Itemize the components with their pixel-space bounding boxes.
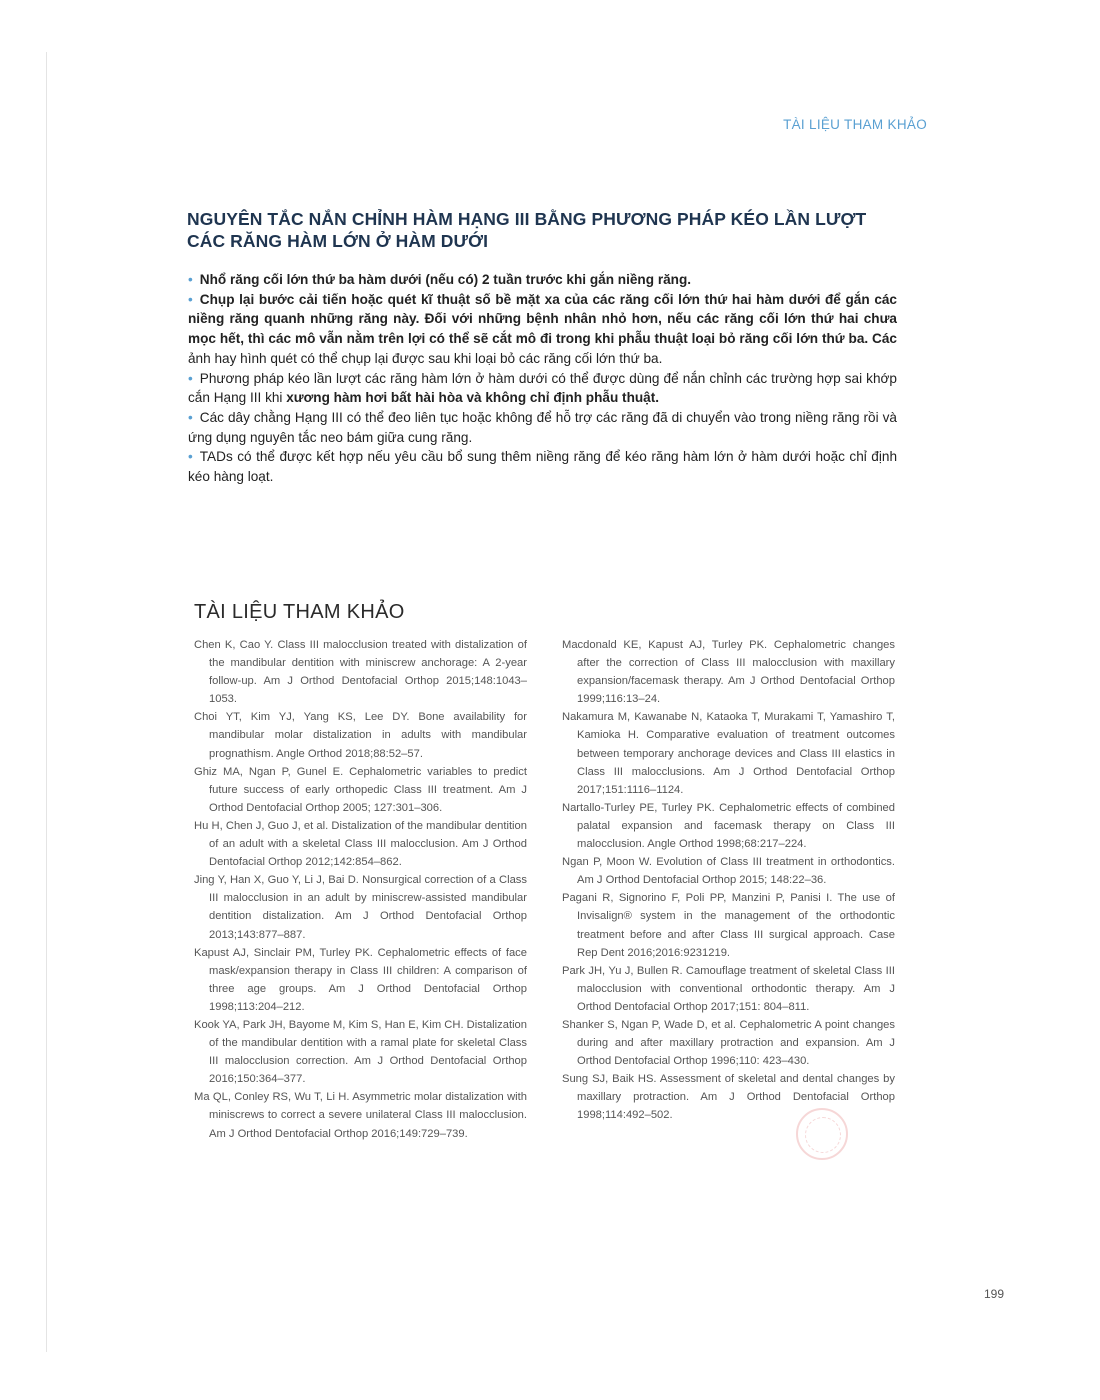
reference-item: Pagani R, Signorino F, Poli PP, Manzini P, Panisi I. The use of Invisalign® system in the management of the orthodontic treatment before and after Class III surgical approach. Case Rep Dent 2016;2016:9231219. bbox=[562, 892, 895, 959]
principle-item bbox=[188, 447, 897, 486]
reference-item: Ngan P, Moon W. Evolution of Class III treatment in orthodontics. Am J Orthod Dentofacial Orthop 2015; 148:22–36. bbox=[562, 856, 895, 887]
section-title-line-1: NGUYÊN TẮC NẮN CHỈNH HÀM HẠNG III BẰNG PHƯƠNG PHÁP KÉO LẦN LƯỢT bbox=[187, 209, 867, 229]
references-right-column bbox=[562, 636, 895, 1125]
principles-list bbox=[188, 270, 897, 487]
page-margin-rule bbox=[46, 52, 47, 1352]
principle-item bbox=[188, 290, 897, 369]
reference-item: Chen K, Cao Y. Class III malocclusion treated with distalization of the mandibular dentition with miniscrew anchorage: A 2-year follow-up. Am J Orthod Dentofacial Orthop 2015;148:1043–1053. bbox=[194, 639, 527, 706]
bullet-icon: • bbox=[188, 272, 193, 287]
principle-item bbox=[188, 369, 897, 408]
principle-text: ảnh hay hình quét có thể chụp lại được sau khi loại bỏ các răng cối lớn thứ ba. bbox=[188, 350, 663, 366]
principle-text: Các dây chằng Hạng III có thể đeo liên tục hoặc không để hỗ trợ các răng đã di chuyển vào trong niềng răng rồi và ứng dụng nguyên tắc neo bám giữa cung răng. bbox=[188, 409, 897, 445]
page-number: 199 bbox=[983, 1287, 1004, 1301]
reference-item: Nakamura M, Kawanabe N, Kataoka T, Murakami T, Yamashiro T, Kamioka H. Comparative evaluation of treatment outcomes between temporary anchorage devices and Class III elastics in Class III malocclusions. Am J Orthod Dentofacial Orthop 2017;151:1116–1124. bbox=[562, 711, 895, 796]
running-header: TÀI LIỆU THAM KHẢO bbox=[783, 117, 927, 132]
principle-text-bold: Nhổ răng cối lớn thứ ba hàm dưới (nếu có) 2 tuần trước khi gắn niềng răng. bbox=[199, 272, 692, 287]
bullet-icon: • bbox=[188, 291, 193, 307]
principle-text-bold: xương hàm hơi bất hài hòa và không chỉ định phẫu thuật. bbox=[286, 390, 660, 406]
bullet-icon: • bbox=[188, 370, 193, 386]
section-title bbox=[187, 208, 907, 252]
principle-text-bold: Chụp lại bước cải tiến hoặc quét kĩ thuật số bề mặt xa của các răng cối lớn thứ hai hàm dưới để gắn các niềng răng quanh những răng này. Đối với những bệnh nhân nhỏ hơn, nếu các răng cối lớn thứ hai chưa mọc hết, thì các mô vẫn nằm trên lợi có thể sẽ cắt mô đi trong khi phẫu thuật loại bỏ răng cối lớn thứ ba. Các bbox=[188, 291, 897, 347]
principle-text: Phương pháp kéo lần lượt các răng hàm lớn ở hàm dưới có thể được dùng để nắn chỉnh các trường hợp sai khớp cắn Hạng III khi bbox=[188, 370, 897, 406]
reference-item: Sung SJ, Baik HS. Assessment of skeletal and dental changes by maxillary protraction. Am J Orthod Dentofacial Orthop 1998;114:492–502. bbox=[562, 1073, 895, 1122]
references-title: TÀI LIỆU THAM KHẢO bbox=[194, 601, 405, 623]
reference-item: Park JH, Yu J, Bullen R. Camouflage treatment of skeletal Class III malocclusion with conventional orthodontic therapy. Am J Orthod Dentofacial Orthop 2017;151: 804–811. bbox=[562, 964, 895, 1013]
faint-stamp-icon bbox=[796, 1108, 848, 1160]
principle-item bbox=[188, 270, 897, 290]
section-title-line-2: CÁC RĂNG HÀM LỚN Ở HÀM DƯỚI bbox=[187, 231, 489, 251]
principle-item bbox=[188, 408, 897, 447]
reference-item: Shanker S, Ngan P, Wade D, et al. Cephalometric A point changes during and after maxillary protraction and expansion. Am J Orthod Dentofacial Orthop 1996;110: 423–430. bbox=[562, 1018, 895, 1068]
reference-item: Kapust AJ, Sinclair PM, Turley PK. Cephalometric effects of face mask/expansion therapy in Class III children: A comparison of three age groups. Am J Orthod Dentofacial Orthop 1998;113:204–212. bbox=[194, 946, 527, 1013]
references-left-column bbox=[194, 636, 527, 1143]
principle-text: TADs có thể được kết hợp nếu yêu cầu bổ sung thêm niềng răng để kéo răng hàm lớn ở hàm dưới hoặc chỉ định kéo hàng loạt. bbox=[188, 449, 897, 485]
reference-item: Hu H, Chen J, Guo J, et al. Distalization of the mandibular dentition of an adult with a skeletal Class III malocclusion. Am J Orthod Dentofacial Orthop 2012;142:854–862. bbox=[194, 819, 527, 869]
reference-item: Kook YA, Park JH, Bayome M, Kim S, Han E, Kim CH. Distalization of the mandibular dentition with a ramal plate for skeletal Class III malocclusion correction. Am J Orthod Dentofacial Orthop 2016;150:364–377. bbox=[194, 1018, 527, 1086]
reference-item: Ma QL, Conley RS, Wu T, Li H. Asymmetric molar distalization with miniscrews to correct a severe unilateral Class III malocclusion. Am J Orthod Dentofacial Orthop 2016;149:729–739. bbox=[194, 1091, 527, 1140]
reference-item: Nartallo-Turley PE, Turley PK. Cephalometric effects of combined palatal expansion and facemask therapy on Class III malocclusion. Angle Orthod 1998;68:217–224. bbox=[562, 801, 895, 851]
reference-item: Choi YT, Kim YJ, Yang KS, Lee DY. Bone availability for mandibular molar distalization in adults with mandibular prognathism. Angle Orthod 2018;88:52–57. bbox=[194, 711, 527, 760]
reference-item: Ghiz MA, Ngan P, Gunel E. Cephalometric variables to predict future success of early orthopedic Class III treatment. Am J Orthod Dentofacial Orthop 2005; 127:301–306. bbox=[194, 765, 527, 814]
reference-item: Macdonald KE, Kapust AJ, Turley PK. Cephalometric changes after the correction of Class III malocclusion with maxillary expansion/facemask therapy. Am J Orthod Dentofacial Orthop 1999;116:13–24. bbox=[562, 639, 895, 706]
bullet-icon: • bbox=[188, 449, 193, 465]
bullet-icon: • bbox=[188, 409, 193, 425]
reference-item: Jing Y, Han X, Guo Y, Li J, Bai D. Nonsurgical correction of a Class III malocclusion in an adult by miniscrew-assisted mandibular dentition distalization. Am J Orthod Dentofacial Orthop 2013;143:877–887. bbox=[194, 874, 527, 941]
